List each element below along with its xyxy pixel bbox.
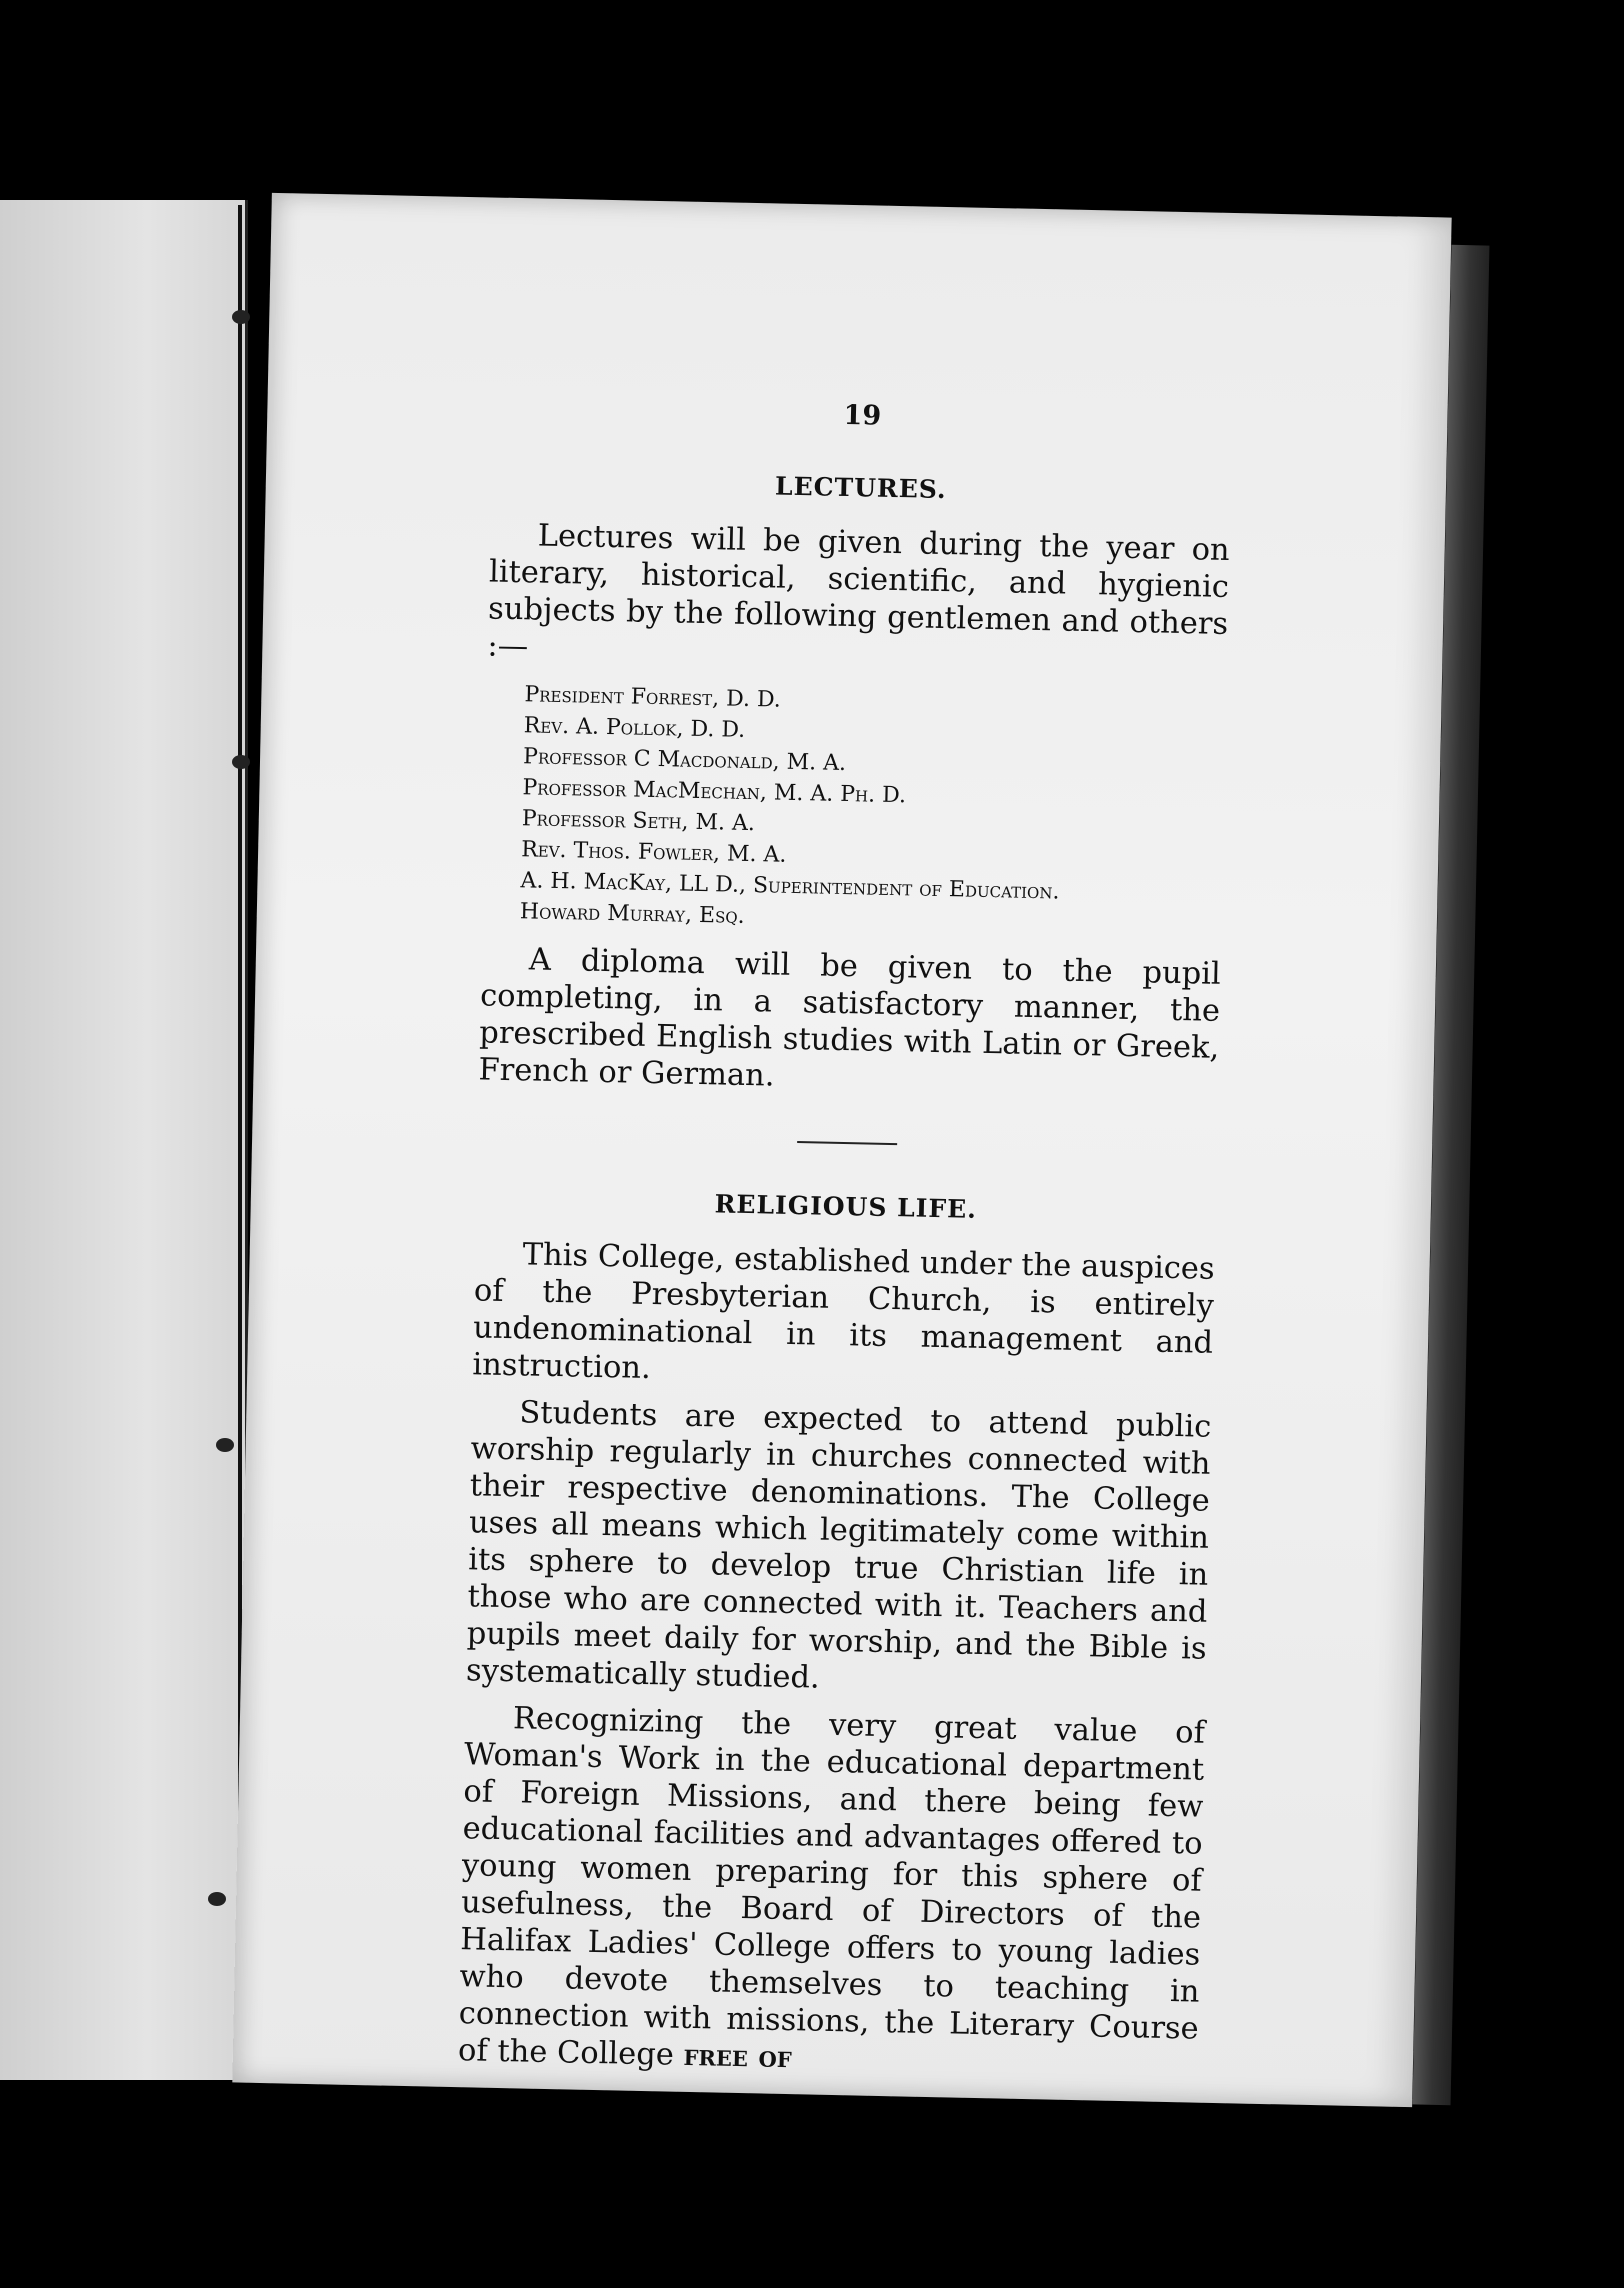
lecturer-item: Professor MacMechan, M. A. Ph. D. bbox=[522, 775, 907, 809]
religious-paragraph: Students are expected to attend public worship regularly in churches connected with their respective denominations. The College uses all means which legitimately come within its sphere to develop true Christian life in those who are connected with it. Teachers and pupils meet daily for worship, and the Bible is systematically studied. bbox=[465, 1395, 1212, 1696]
page-number: 19 bbox=[843, 399, 882, 432]
lecturer-item: Howard Murray, Esq. bbox=[519, 899, 745, 929]
lecturer-list bbox=[520, 679, 1227, 942]
lectures-intro: Lectures will be given during the year on literary, historical, scientific, and hygienic subjects by the following gentlemen and others :— bbox=[487, 518, 1231, 665]
binding-stitch bbox=[232, 755, 250, 769]
right-page bbox=[232, 193, 1451, 2107]
lecturer-item: Rev. A. Pollok, D. D. bbox=[523, 713, 746, 743]
lecturer-item: A. H. MacKay, LL D., Superintendent of Education. bbox=[520, 868, 1060, 905]
religious-paragraph: This College, established under the auspices of the Presbyterian Church, is entirely undenominational in its management and instruction. bbox=[472, 1237, 1215, 1387]
lecturer-item: President Forrest, D. D. bbox=[524, 682, 782, 713]
missions-paragraph-text: Recognizing the very great value of Woman's Work in the educational department of Foreign Missions, and there being few educational facilities and advantages offered to young women preparing for this sphere of usefulness, the Board of Directors of the Halifax Ladies' College offers to young ladies who devote themselves to teaching in connection with missions, the Literary Course of the College bbox=[457, 1701, 1206, 2073]
section-divider bbox=[797, 1141, 897, 1145]
page-text bbox=[457, 393, 1232, 2095]
free-of-text: free of bbox=[683, 2036, 793, 2076]
binding-stitch bbox=[216, 1438, 234, 1452]
lecturer-item: Professor C Macdonald, M. A. bbox=[522, 744, 847, 776]
lecturer-item: Professor Seth, M. A. bbox=[521, 806, 756, 837]
missions-paragraph bbox=[458, 1699, 1206, 2084]
lectures-heading: LECTURES. bbox=[774, 471, 947, 505]
binding-stitch bbox=[208, 1892, 226, 1906]
diploma-paragraph: A diploma will be given to the pupil completing, in a satisfactory manner, the prescribed English studies with Latin or Greek, French or German. bbox=[478, 942, 1222, 1094]
binding-stitch bbox=[232, 310, 250, 324]
left-page-edge bbox=[0, 200, 248, 2080]
lecturer-item: Rev. Thos. Fowler, M. A. bbox=[520, 837, 787, 868]
religious-life-heading: RELIGIOUS LIFE. bbox=[714, 1189, 978, 1224]
